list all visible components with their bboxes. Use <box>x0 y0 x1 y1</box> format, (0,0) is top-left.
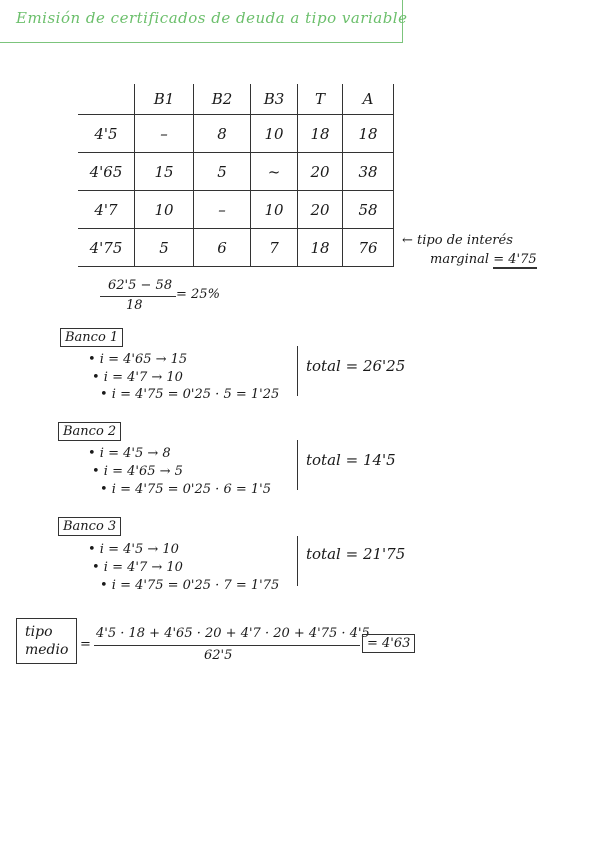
average-label-line2: medio <box>25 642 69 658</box>
table-cell: 10 <box>251 115 298 153</box>
bank-3-total <box>306 545 405 563</box>
table-cell: 58 <box>343 191 394 229</box>
table-cell: 10 <box>135 191 194 229</box>
average-denominator: 62'5 <box>204 648 233 663</box>
average-numerator: 4'5 · 18 + 4'65 · 20 + 4'7 · 20 + 4'75 · 4'5 <box>96 626 370 641</box>
average-result: = 4'63 <box>362 634 415 653</box>
marginal-note-line2: marginal <box>430 252 490 267</box>
bank-2-label: Banco 2 <box>58 422 121 441</box>
table-header-cell <box>78 84 135 115</box>
table-cell: – <box>135 115 194 153</box>
bank-1-total <box>306 357 405 375</box>
bank-1-brace <box>297 346 298 396</box>
table-row <box>78 229 394 267</box>
table-cell: 76 <box>343 229 394 267</box>
table-cell: 38 <box>343 153 394 191</box>
bank-2-total <box>306 451 396 469</box>
table-cell: 15 <box>135 153 194 191</box>
table-cell: 18 <box>343 115 394 153</box>
average-label-box <box>16 618 77 664</box>
bank-3-line-2: • i = 4'7 → 10 <box>92 560 183 575</box>
table-cell: 10 <box>251 191 298 229</box>
table-cell: 20 <box>298 153 343 191</box>
table-cell: 4'7 <box>78 191 135 229</box>
table-cell: 5 <box>194 153 251 191</box>
table-header-cell: B1 <box>135 84 194 115</box>
table-cell: 4'5 <box>78 115 135 153</box>
bank-3-total-label: total <box>306 545 341 563</box>
table-header-cell: B2 <box>194 84 251 115</box>
average-equals: = <box>80 637 91 652</box>
average-fraction-bar <box>94 645 360 646</box>
marginal-rate-value: = 4'75 <box>493 252 537 267</box>
table-cell: 18 <box>298 115 343 153</box>
table-cell: ~ <box>251 153 298 191</box>
allocation-table <box>78 84 394 267</box>
table-cell: 20 <box>298 191 343 229</box>
table-cell: – <box>194 191 251 229</box>
bank-1-total-value: = 26'25 <box>345 357 406 375</box>
percent-numerator: 62'5 − 58 <box>108 278 173 293</box>
table-header-cell: A <box>343 84 394 115</box>
table-cell: 6 <box>194 229 251 267</box>
table-cell: 7 <box>251 229 298 267</box>
table-row <box>78 191 394 229</box>
bank-3-label: Banco 3 <box>58 517 121 536</box>
bank-2-brace <box>297 440 298 490</box>
marginal-note-line1: tipo de interés <box>417 233 513 248</box>
bank-2-total-value: = 14'5 <box>345 451 396 469</box>
table-cell: 8 <box>194 115 251 153</box>
bank-1-line-3: • i = 4'75 = 0'25 · 5 = 1'25 <box>100 387 280 402</box>
bank-2-line-1: • i = 4'5 → 8 <box>88 446 171 461</box>
table-header-cell: B3 <box>251 84 298 115</box>
bank-1-line-1: • i = 4'65 → 15 <box>88 352 188 367</box>
table-row <box>78 153 394 191</box>
left-arrow-icon: ← <box>402 233 413 248</box>
table-cell: 18 <box>298 229 343 267</box>
table-header-cell: T <box>298 84 343 115</box>
percent-result: = 25% <box>176 287 220 302</box>
bank-1-label: Banco 1 <box>60 328 123 347</box>
table-cell: 4'65 <box>78 153 135 191</box>
table-header-row <box>78 84 394 115</box>
page-title: Emisión de certificados de deuda a tipo variable <box>16 9 408 27</box>
marginal-note <box>402 233 513 248</box>
bank-2-line-2: • i = 4'65 → 5 <box>92 464 183 479</box>
bank-2-total-label: total <box>306 451 341 469</box>
bank-1-total-label: total <box>306 357 341 375</box>
percent-fraction-bar <box>100 296 176 297</box>
table-cell: 4'75 <box>78 229 135 267</box>
bank-2-line-3: • i = 4'75 = 0'25 · 6 = 1'5 <box>100 482 271 497</box>
table-cell: 5 <box>135 229 194 267</box>
table-row <box>78 115 394 153</box>
bank-1-line-2: • i = 4'7 → 10 <box>92 370 183 385</box>
bank-3-line-1: • i = 4'5 → 10 <box>88 542 179 557</box>
average-label-line1: tipo <box>25 624 53 640</box>
percent-denominator: 18 <box>126 298 143 313</box>
bank-3-total-value: = 21'75 <box>345 545 406 563</box>
bank-3-brace <box>297 536 298 586</box>
marginal-note-second <box>430 252 537 267</box>
bank-3-line-3: • i = 4'75 = 0'25 · 7 = 1'75 <box>100 578 280 593</box>
